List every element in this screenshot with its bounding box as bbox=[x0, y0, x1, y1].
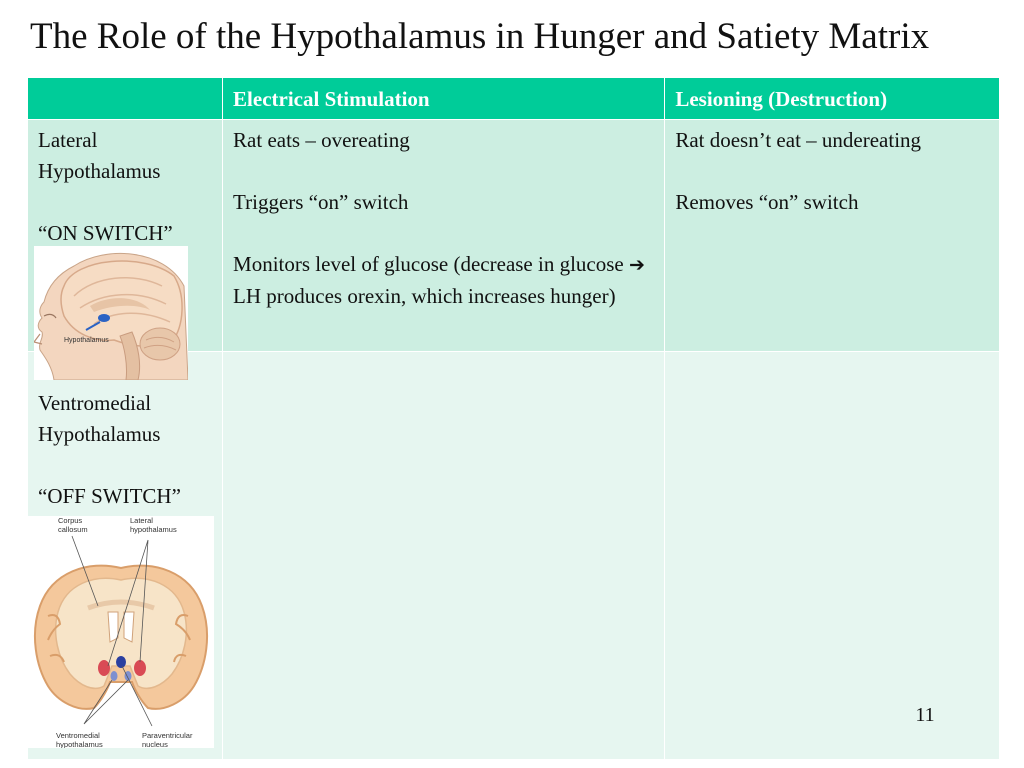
stimulation-glucose-note bbox=[233, 249, 654, 312]
glucose-note-part1: Monitors level of glucose (decrease in glucose bbox=[233, 252, 624, 276]
header-lesioning: Lesioning (Destruction) bbox=[665, 78, 1000, 120]
header-blank bbox=[28, 78, 223, 120]
label-lateral: Lateral bbox=[130, 516, 153, 525]
header-row bbox=[28, 78, 1000, 120]
label-paraventricular: Paraventricular bbox=[142, 731, 193, 740]
label-nucleus: nucleus bbox=[142, 740, 168, 748]
slide-title: The Role of the Hypothalamus in Hunger and Satiety Matrix bbox=[30, 16, 930, 57]
label-lateral-hypothalamus: hypothalamus bbox=[130, 525, 177, 534]
lesioning-effect: Rat doesn’t eat – undereating bbox=[675, 128, 922, 152]
brain-section-svg bbox=[28, 516, 214, 748]
header-electrical-stimulation: Electrical Stimulation bbox=[223, 78, 665, 120]
region-name-line1: Ventromedial bbox=[38, 391, 152, 415]
head-diagram-image bbox=[34, 246, 188, 380]
region-name-line2: Hypothalamus bbox=[38, 422, 161, 446]
stimulation-effect: Rat eats – overeating bbox=[233, 128, 410, 152]
page-number: 11 bbox=[915, 704, 935, 726]
region-name-line2: Hypothalamus bbox=[38, 159, 161, 183]
hypothalamus-label: Hypothalamus bbox=[64, 337, 109, 344]
label-corpus: Corpus bbox=[58, 516, 83, 525]
right-arrow-icon: ➔ bbox=[629, 254, 645, 276]
label-ventromedial: Ventromedial bbox=[56, 731, 100, 740]
glucose-note-part2: LH produces orexin, which increases hunger) bbox=[233, 284, 616, 308]
stimulation-cell-ventromedial bbox=[223, 352, 665, 760]
lesioning-cell-lateral bbox=[665, 120, 1000, 352]
lesioning-cell-ventromedial bbox=[665, 352, 1000, 760]
region-switch-label: “OFF SWITCH” bbox=[38, 484, 181, 508]
label-ventromedial-hypothalamus: hypothalamus bbox=[56, 740, 103, 748]
head-diagram-svg bbox=[34, 246, 188, 380]
lesioning-switch: Removes “on” switch bbox=[675, 190, 859, 214]
label-callosum: callosum bbox=[58, 525, 88, 534]
stimulation-cell-lateral bbox=[223, 120, 665, 352]
brain-section-image bbox=[28, 516, 214, 748]
region-switch-label: “ON SWITCH” bbox=[38, 221, 173, 245]
stimulation-switch: Triggers “on” switch bbox=[233, 190, 409, 214]
region-name-line1: Lateral bbox=[38, 128, 98, 152]
